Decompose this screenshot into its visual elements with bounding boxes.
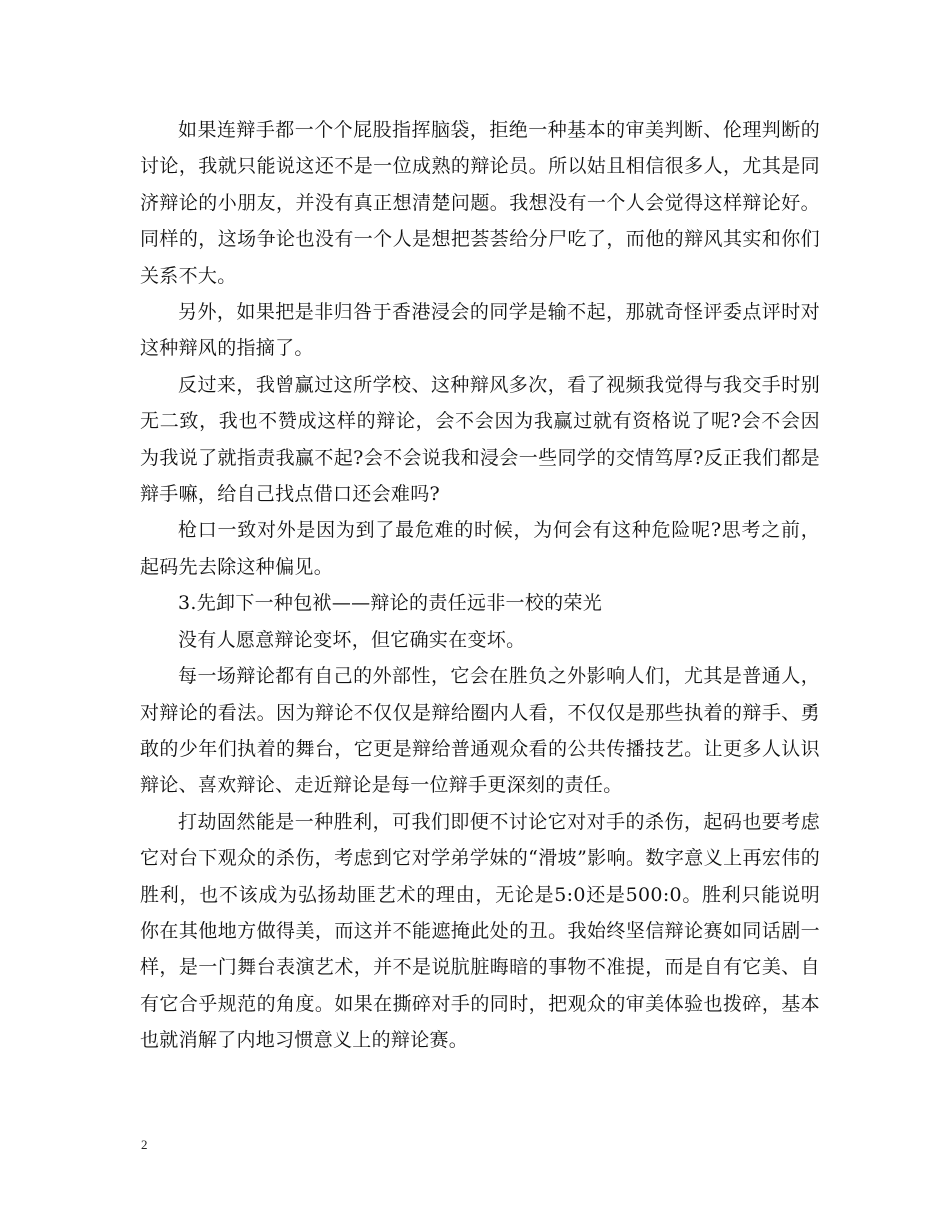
paragraph: 打劫固然能是一种胜利，可我们即便不讨论它对对手的杀伤，起码也要考虑它对台下观众的杀伤，考虑到它对学弟学妹的“滑坡”影响。数字意义上再宏伟的胜利，也不该成为弘扬劫匪艺术的理由，无论是5:0还是500:0。胜利只能说明你在其他地方做得美，而这并不能遮掩此处的丑。我始终坚信辩论赛如同话剧一样，是一门舞台表演艺术，并不是说肮脏晦暗的事物不准提，而是自有它美、自有它合乎规范的角度。如果在撕碎对手的同时，把观众的审美体验也拨碎，基本也就消解了内地习惯意义上的辩论赛。 [140,810,820,1052]
paragraph: 每一场辩论都有自己的外部性，它会在胜负之外影响人们，尤其是普通人，对辩论的看法。因为辩论不仅仅是辩给圈内人看，不仅仅是那些执着的辩手、勇敢的少年们执着的舞台，它更是辩给普通观众看的公共传播技艺。让更多人认识辩论、喜欢辩论、走近辩论是每一位辩手更深刻的责任。 [140,665,820,797]
paragraph: 枪口一致对外是因为到了最危难的时候，为何会有这种危险呢?思考之前，起码先去除这种偏见。 [140,519,820,578]
paragraph: 反过来，我曾赢过这所学校、这种辩风多次，看了视频我觉得与我交手时别无二致，我也不赞成这样的辩论，会不会因为我赢过就有资格说了呢?会不会因为我说了就指责我赢不起?会不会说我和浸会一些同学的交情笃厚?反正我们都是辩手嘛，给自己找点借口还会难吗? [140,373,820,506]
page-number: 2 [141,1137,148,1152]
paragraph: 如果连辩手都一个个屁股指挥脑袋，拒绝一种基本的审美判断、伦理判断的讨论，我就只能说这还不是一位成熟的辩论员。所以姑且相信很多人，尤其是同济辩论的小朋友，并没有真正想清楚问题。我想没有一个人会觉得这样辩论好。同样的，这场争论也没有一个人是想把荟荟给分尸吃了，而他的辩风其实和你们关系不大。 [140,119,820,287]
paragraph: 另外，如果把是非归咎于香港浸会的同学是输不起，那就奇怪评委点评时对这种辩风的指摘了。 [140,301,820,360]
body-text [140,112,820,1059]
paragraph: 没有人愿意辩论变坏，但它确实在变坏。 [178,628,526,651]
section-heading: 3.先卸下一种包袱——辩论的责任远非一校的荣光 [178,592,603,615]
